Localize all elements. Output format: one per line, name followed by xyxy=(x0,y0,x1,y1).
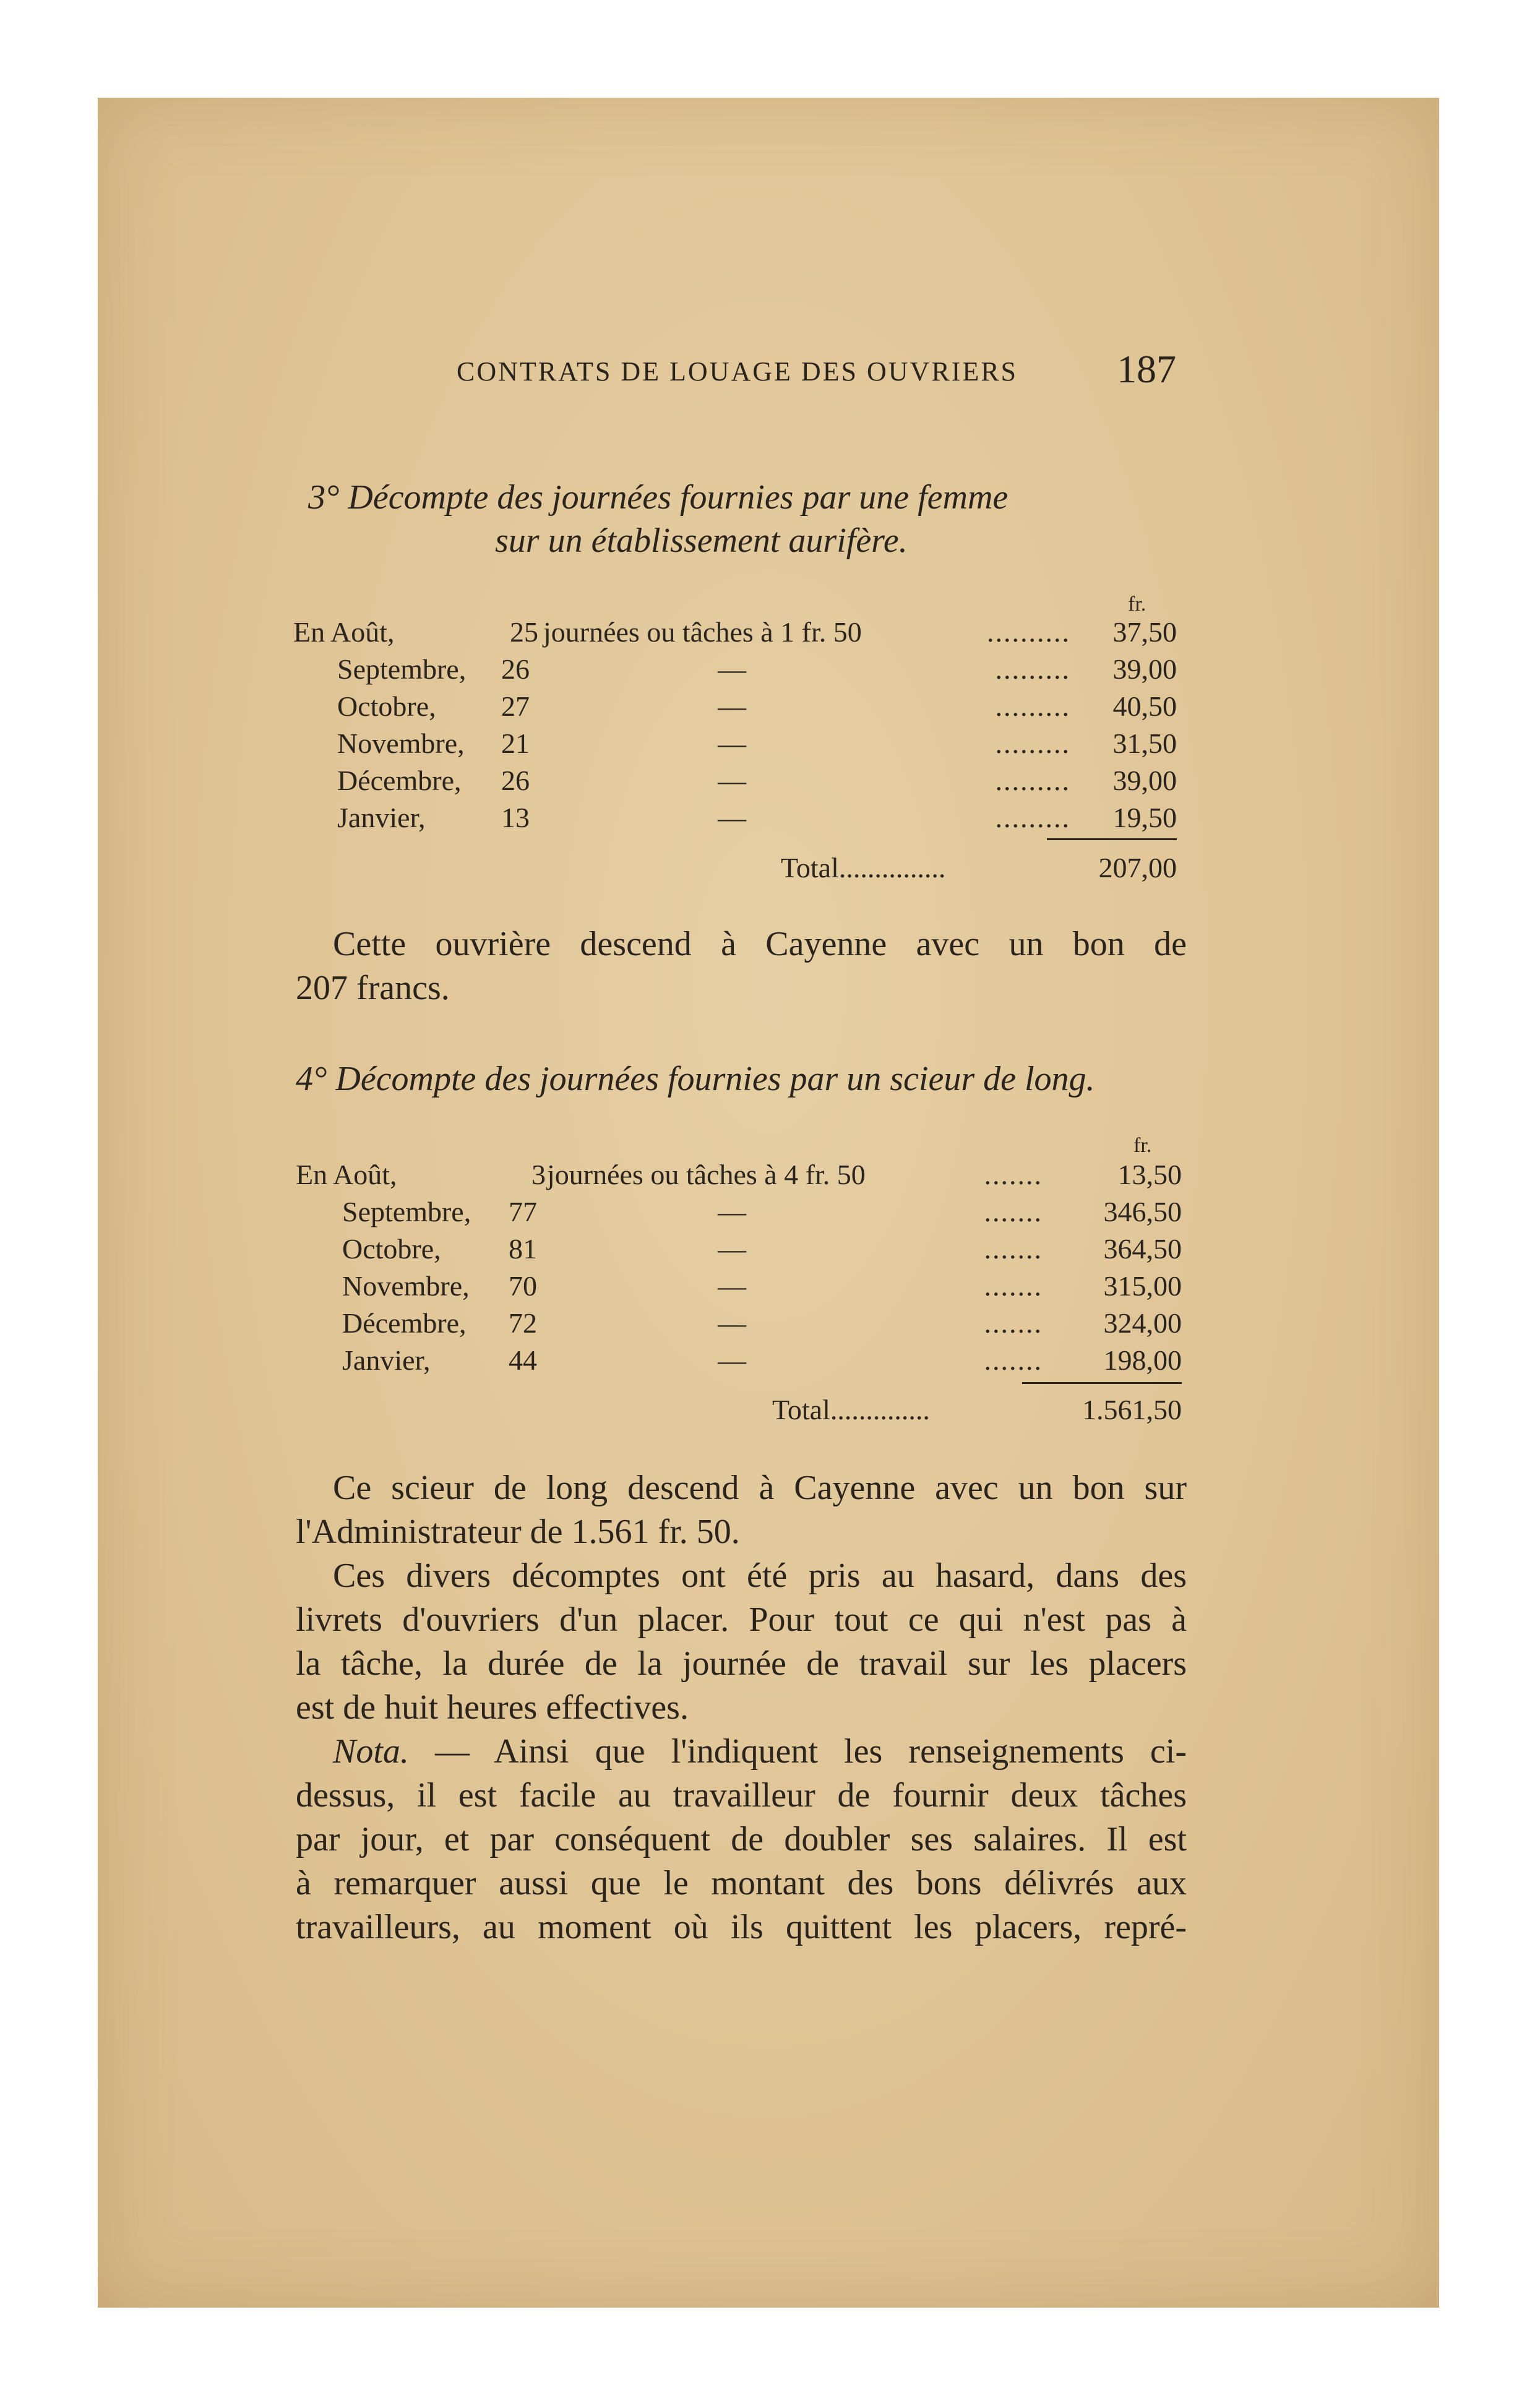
ledger-count: 13 xyxy=(501,802,530,833)
section3-title-line2: sur un établissement aurifère. xyxy=(495,522,908,560)
nota-label: Nota. xyxy=(333,1732,409,1771)
ledger-desc: — xyxy=(718,1233,746,1265)
ledger-month: Octobre, xyxy=(337,690,436,722)
ledger-count: 77 xyxy=(509,1196,537,1227)
ledger-month: Janvier, xyxy=(337,802,426,833)
section4-total-label: Total.............. xyxy=(772,1394,930,1425)
section3-title-line1: 3° Décompte des journées fournies par une femme xyxy=(308,478,1009,517)
ledger-month: En Août, xyxy=(296,1159,397,1190)
ledger-dots: ....... xyxy=(984,1344,1043,1376)
ledger-desc: — xyxy=(718,1344,746,1376)
ledger-count: 27 xyxy=(501,690,530,722)
ledger-desc: — xyxy=(718,1196,746,1227)
paragraph-line: par jour, et par conséquent de doubler ses salaires. Il est xyxy=(296,1820,1187,1858)
ledger-month: Novembre, xyxy=(337,728,465,759)
ledger-month: Septembre, xyxy=(342,1196,471,1227)
section3-total-rule xyxy=(1047,838,1177,840)
paragraph-line: la tâche, la durée de la journée de travail sur les placers xyxy=(296,1644,1187,1683)
ledger-dots: ....... xyxy=(984,1270,1043,1302)
ledger-count: 26 xyxy=(501,653,530,685)
section3-total-amount: 207,00 xyxy=(1098,852,1177,883)
ledger-amount: 31,50 xyxy=(1112,728,1177,759)
ledger-month: Janvier, xyxy=(342,1344,431,1376)
nota-rest: — Ainsi que l'indiquent les renseignements ci- xyxy=(435,1732,1187,1771)
ledger-count: 26 xyxy=(501,765,530,796)
ledger-desc: — xyxy=(718,765,746,796)
ledger-count: 70 xyxy=(509,1270,537,1302)
ledger-desc: — xyxy=(718,690,746,722)
ledger-desc: — xyxy=(718,653,746,685)
ledger-dots: .......... xyxy=(987,616,1070,648)
ledger-month: En Août, xyxy=(293,616,395,648)
ledger-dots: ....... xyxy=(984,1307,1043,1339)
ledger-amount: 39,00 xyxy=(1112,765,1177,796)
paragraph-line: Ces divers décomptes ont été pris au hasard, dans des xyxy=(333,1557,1187,1595)
ledger-dots: ......... xyxy=(995,653,1070,685)
ledger-desc: journées ou tâches à 4 fr. 50 xyxy=(547,1159,866,1190)
ledger-desc: — xyxy=(718,802,746,833)
section3-note-line: 207 francs. xyxy=(296,969,450,1007)
ledger-desc: — xyxy=(718,728,746,759)
ledger-amount: 40,50 xyxy=(1112,690,1177,722)
ledger-month: Décembre, xyxy=(342,1307,467,1339)
section3-note-line: Cette ouvrière descend à Cayenne avec un bon de xyxy=(333,925,1187,963)
ledger-dots: ....... xyxy=(984,1159,1043,1190)
ledger-dots: ......... xyxy=(995,690,1070,722)
paragraph-line: Ce scieur de long descend à Cayenne avec un bon sur xyxy=(333,1469,1187,1507)
section3-currency: fr. xyxy=(1128,593,1146,616)
ledger-dots: ......... xyxy=(995,802,1070,833)
ledger-amount: 13,50 xyxy=(1117,1159,1182,1190)
ledger-amount: 37,50 xyxy=(1112,616,1177,648)
ledger-amount: 19,50 xyxy=(1112,802,1177,833)
running-header: CONTRATS DE LOUAGE DES OUVRIERS xyxy=(457,356,1018,387)
ledger-desc: journées ou tâches à 1 fr. 50 xyxy=(543,616,862,648)
paragraph-line: livrets d'ouvriers d'un placer. Pour tout ce qui n'est pas à xyxy=(296,1600,1187,1639)
paragraph-line xyxy=(296,1730,1187,1774)
ledger-month: Novembre, xyxy=(342,1270,470,1302)
section4-total-rule xyxy=(1022,1382,1182,1384)
ledger-dots: ....... xyxy=(984,1196,1043,1227)
ledger-count: 72 xyxy=(509,1307,537,1339)
paragraph-line: à remarquer aussi que le montant des bons délivrés aux xyxy=(296,1864,1187,1902)
paragraph-scieur xyxy=(296,1466,1187,1554)
page-paper xyxy=(98,98,1439,2308)
ledger-count: 25 xyxy=(510,616,538,648)
paragraph-nota xyxy=(296,1730,1187,1949)
ledger-count: 81 xyxy=(509,1233,537,1265)
ledger-amount: 324,00 xyxy=(1103,1307,1182,1339)
ledger-count: 3 xyxy=(531,1159,546,1190)
ledger-dots: ......... xyxy=(995,728,1070,759)
paragraph-decomptes xyxy=(296,1554,1187,1730)
ledger-amount: 39,00 xyxy=(1112,653,1177,685)
paragraph-line: travailleurs, au moment où ils quittent les placers, repré- xyxy=(296,1908,1187,1946)
section4-currency: fr. xyxy=(1133,1134,1152,1157)
ledger-dots: ......... xyxy=(995,765,1070,796)
ledger-count: 44 xyxy=(509,1344,537,1376)
ledger-amount: 364,50 xyxy=(1103,1233,1182,1265)
ledger-dots: ....... xyxy=(984,1233,1043,1265)
ledger-amount: 315,00 xyxy=(1103,1270,1182,1302)
ledger-desc: — xyxy=(718,1270,746,1302)
ledger-month: Octobre, xyxy=(342,1233,441,1265)
paragraph-line: l'Administrateur de 1.561 fr. 50. xyxy=(296,1513,740,1551)
ledger-month: Décembre, xyxy=(337,765,462,796)
ledger-count: 21 xyxy=(501,728,530,759)
ledger-month: Septembre, xyxy=(337,653,467,685)
section3-total-label: Total............... xyxy=(781,852,946,883)
page-number: 187 xyxy=(1117,347,1176,391)
ledger-desc: — xyxy=(718,1307,746,1339)
ledger-amount: 346,50 xyxy=(1103,1196,1182,1227)
section3-note xyxy=(296,922,1187,1010)
paragraph-line: est de huit heures effectives. xyxy=(296,1688,689,1727)
ledger-amount: 198,00 xyxy=(1103,1344,1182,1376)
section4-title: 4° Décompte des journées fournies par un scieur de long. xyxy=(296,1060,1095,1098)
section4-total-amount: 1.561,50 xyxy=(1082,1394,1182,1425)
paragraph-line: dessus, il est facile au travailleur de fournir deux tâches xyxy=(296,1776,1187,1815)
